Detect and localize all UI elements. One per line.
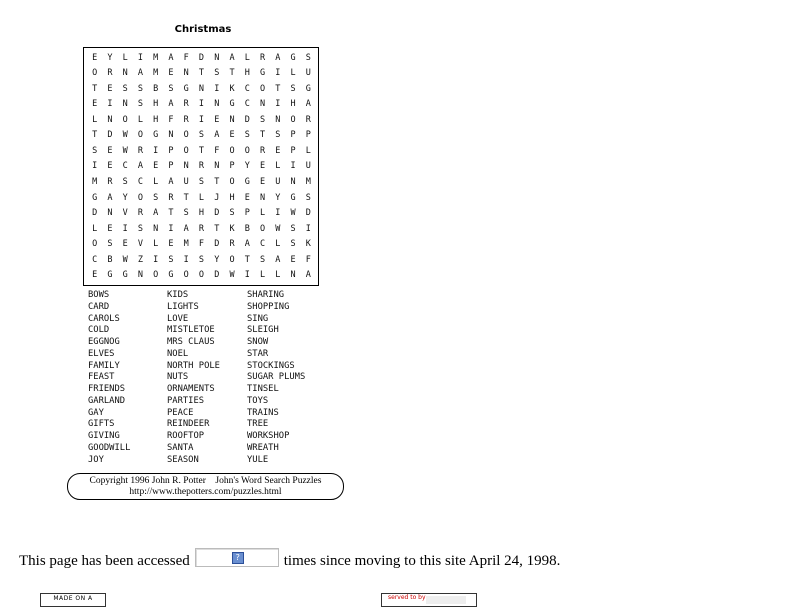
grid-letter: N [153, 223, 159, 234]
grid-letter: E [92, 99, 98, 110]
grid-letter: O [137, 130, 143, 141]
grid-letter: H [153, 114, 159, 125]
grid-letter: H [290, 99, 296, 110]
word-list-item: SING [247, 313, 269, 324]
grid-letter: N [122, 99, 128, 110]
puzzles-url-link[interactable]: http://www.thepotters.com/puzzles.html [129, 487, 282, 497]
grid-letter: O [183, 270, 189, 281]
grid-letter: O [259, 83, 266, 94]
grid-letter: N [290, 177, 296, 188]
grid-letter: A [305, 270, 311, 281]
counter-text-after: times since moving to this site April 24, 1998. [283, 553, 561, 569]
grid-letter: H [229, 192, 235, 203]
grid-letter: S [198, 130, 205, 141]
grid-letter: A [107, 192, 113, 203]
word-list-item: SHOPPING [247, 301, 290, 312]
grid-letter: A [137, 68, 143, 79]
grid-letter: L [92, 223, 98, 234]
grid-letter: P [290, 130, 296, 141]
word-list-item: CARD [88, 301, 110, 312]
grid-letter: M [183, 239, 189, 250]
grid-letter: G [259, 68, 266, 79]
word-list-item: SANTA [167, 442, 194, 453]
grid-letter: T [214, 177, 220, 188]
word-list-item: NOEL [167, 348, 189, 359]
grid-letter: O [92, 68, 98, 79]
grid-letter: C [122, 161, 128, 172]
grid-letter: I [137, 52, 143, 63]
grid-letter: P [229, 161, 235, 172]
grid-letter: C [244, 83, 250, 94]
grid-letter: C [92, 254, 98, 265]
grid-letter: G [229, 99, 235, 110]
word-list-item: BOWS [88, 290, 110, 300]
grid-letter: N [183, 68, 189, 79]
grid-letter: S [122, 83, 128, 94]
grid-letter: T [168, 208, 174, 219]
word-list-item: WREATH [247, 442, 279, 453]
word-list-item: SEASON [167, 454, 199, 465]
grid-letter: A [275, 254, 281, 265]
word-list-item: MRS CLAUS [167, 337, 215, 348]
word-list-item: GIVING [88, 431, 120, 442]
grid-letter: T [244, 254, 250, 265]
counter-text-before: This page has been accessed [19, 553, 190, 569]
grid-letter: A [275, 52, 281, 63]
word-list-column-2 [167, 290, 247, 466]
grid-letter: V [122, 208, 128, 219]
grid-letter: I [275, 208, 281, 219]
grid-letter: S [290, 239, 296, 250]
grid-letter: S [137, 83, 143, 94]
grid-letter: E [214, 114, 220, 125]
word-list-item: WORKSHOP [247, 431, 290, 442]
grid-letter: S [198, 177, 205, 188]
word-list-item: GAY [88, 407, 104, 418]
grid-letter: A [183, 223, 189, 234]
grid-letter: O [290, 114, 296, 125]
served-by-logo [426, 596, 466, 604]
grid-letter: A [305, 99, 311, 110]
grid-letter: H [198, 208, 205, 219]
broken-image-icon: ? [232, 552, 244, 564]
grid-letter: L [198, 192, 205, 203]
grid-letter: S [244, 130, 250, 141]
grid-letter: N [183, 161, 189, 172]
grid-letter: R [137, 145, 143, 156]
grid-letter: R [107, 68, 113, 79]
word-list-item: GARLAND [88, 395, 126, 406]
grid-letter: O [92, 239, 98, 250]
grid-letter: D [214, 239, 220, 250]
access-counter-line [19, 552, 560, 571]
grid-letter: O [122, 114, 128, 125]
made-on-a-label: MADE ON A [53, 595, 93, 602]
grid-letter: I [183, 254, 189, 265]
grid-letter: G [122, 270, 128, 281]
grid-letter: W [122, 145, 128, 156]
word-list-item: TREE [247, 419, 269, 430]
grid-letter: T [198, 145, 205, 156]
grid-letter: T [92, 83, 98, 94]
grid-letter: E [92, 270, 98, 281]
word-list-item: LIGHTS [167, 301, 199, 312]
grid-letter: R [259, 52, 266, 63]
grid-letter: N [107, 208, 113, 219]
grid-letter: T [275, 83, 281, 94]
grid-letter: G [305, 83, 311, 94]
grid-letter: W [290, 208, 296, 219]
grid-letter: S [168, 83, 174, 94]
grid-letter: T [92, 130, 98, 141]
grid-letter: U [305, 161, 311, 172]
grid-letter: B [107, 254, 113, 265]
grid-letter: I [107, 99, 113, 110]
grid-letter: T [259, 130, 266, 141]
grid-letter: A [168, 177, 174, 188]
grid-letter: A [229, 52, 235, 63]
grid-letter: Z [137, 254, 143, 265]
grid-letter: W [122, 254, 128, 265]
grid-letter: O [183, 130, 189, 141]
grid-letter: D [198, 52, 205, 63]
grid-letter: O [198, 270, 205, 281]
copyright-box [67, 473, 344, 500]
word-list-item: STAR [247, 348, 269, 359]
grid-letter: P [168, 145, 174, 156]
grid-letter: S [305, 192, 311, 203]
grid-letter: T [198, 68, 205, 79]
made-on-a-badge[interactable] [40, 593, 106, 607]
grid-letter: N [137, 270, 143, 281]
grid-letter: N [214, 99, 220, 110]
grid-letter: S [92, 145, 98, 156]
grid-letter: I [290, 161, 296, 172]
grid-letter: V [137, 239, 143, 250]
grid-letter: A [214, 130, 220, 141]
grid-letter: R [168, 192, 174, 203]
grid-letter: S [214, 68, 220, 79]
grid-letter: M [92, 177, 98, 188]
grid-letter: G [107, 270, 113, 281]
word-list-item: ORNAMENTS [167, 384, 215, 395]
word-list-item: YULE [247, 454, 269, 465]
grid-letter: I [92, 161, 98, 172]
grid-letter: L [290, 68, 296, 79]
grid-letter: E [259, 177, 266, 188]
grid-letter: B [244, 223, 250, 234]
grid-letter: L [153, 239, 159, 250]
grid-letter: A [168, 99, 174, 110]
grid-letter: D [214, 208, 220, 219]
grid-letter: T [229, 68, 235, 79]
grid-letter: F [214, 145, 220, 156]
word-list-item: SNOW [247, 337, 269, 348]
grid-letter: E [153, 161, 159, 172]
grid-letter: A [137, 161, 143, 172]
word-list-item: TOYS [247, 395, 269, 406]
grid-letter: A [168, 52, 174, 63]
grid-letter: N [275, 114, 281, 125]
grid-letter: F [305, 254, 311, 265]
word-list-item: FEAST [88, 372, 115, 383]
word-list-item: LOVE [167, 313, 189, 324]
grid-letter: O [183, 145, 189, 156]
word-list-item: PEACE [167, 407, 194, 418]
grid-letter: N [259, 99, 266, 110]
grid-letter: H [244, 68, 250, 79]
grid-letter: O [153, 270, 159, 281]
grid-letter: F [183, 52, 189, 63]
grid-letter: E [229, 130, 235, 141]
grid-letter: L [92, 114, 98, 125]
grid-letter: R [259, 145, 266, 156]
grid-letter: R [229, 239, 235, 250]
grid-letter: L [305, 145, 311, 156]
grid-letter: L [153, 177, 159, 188]
grid-letter: O [229, 145, 235, 156]
grid-letter: A [244, 239, 250, 250]
grid-letter: N [198, 83, 205, 94]
grid-letter: W [229, 270, 235, 281]
grid-letter: P [305, 130, 311, 141]
grid-letter: C [259, 239, 266, 250]
grid-letter: E [107, 223, 113, 234]
word-list [88, 290, 327, 466]
word-list-item: KIDS [167, 290, 189, 300]
grid-letter: E [92, 52, 98, 63]
grid-letter: R [107, 177, 113, 188]
grid-letter: I [198, 99, 205, 110]
grid-letter: O [229, 177, 235, 188]
grid-letter: N [122, 68, 128, 79]
grid-letter: R [305, 114, 311, 125]
grid-letter: E [107, 161, 113, 172]
grid-letter: U [275, 177, 281, 188]
grid-letter: Y [275, 192, 281, 203]
grid-letter: O [259, 223, 266, 234]
grid-letter: O [137, 192, 143, 203]
grid-letter: I [305, 223, 311, 234]
served-by-badge[interactable] [381, 593, 477, 607]
grid-letter: S [275, 130, 281, 141]
grid-letter: C [137, 177, 143, 188]
grid-letter: N [259, 192, 266, 203]
grid-letter: H [153, 99, 159, 110]
grid-letter: T [183, 192, 189, 203]
grid-letter: C [244, 99, 250, 110]
grid-letter: P [168, 161, 174, 172]
grid-letter: I [122, 223, 128, 234]
grid-letter: S [290, 223, 296, 234]
grid-letter: E [168, 239, 174, 250]
word-list-column-1 [88, 290, 167, 466]
grid-letter: Y [244, 161, 250, 172]
grid-letter: R [198, 223, 205, 234]
word-list-item: REINDEER [167, 419, 210, 430]
grid-letter: I [214, 83, 220, 94]
grid-letter: E [275, 145, 281, 156]
grid-letter: E [244, 192, 250, 203]
grid-letter: P [290, 145, 296, 156]
word-list-column-3 [247, 290, 327, 466]
grid-letter: U [305, 68, 311, 79]
grid-letter: I [275, 99, 281, 110]
grid-letter: M [305, 177, 311, 188]
grid-letter: E [107, 145, 113, 156]
grid-letter: S [305, 52, 311, 63]
grid-letter: R [183, 114, 189, 125]
hit-counter-image [195, 548, 279, 567]
grid-letter: Y [122, 192, 128, 203]
word-list-item: STOCKINGS [247, 360, 295, 371]
grid-letter: W [122, 130, 128, 141]
word-list-item: SUGAR PLUMS [247, 372, 306, 383]
grid-letter: L [275, 239, 281, 250]
grid-letter: E [259, 161, 266, 172]
grid-letter: Y [107, 52, 113, 63]
grid-letter: L [259, 208, 266, 219]
word-list-item: ROOFTOP [167, 431, 205, 442]
grid-letter: F [168, 114, 174, 125]
grid-letter: D [214, 270, 220, 281]
word-list-item: MISTLETOE [167, 325, 215, 336]
grid-letter: N [107, 114, 113, 125]
grid-letter: N [214, 161, 220, 172]
word-list-item: GIFTS [88, 419, 115, 430]
grid-letter: E [107, 83, 113, 94]
grid-letter: E [168, 68, 174, 79]
grid-letter: D [107, 130, 113, 141]
grid-letter: S [183, 208, 189, 219]
grid-letter: S [107, 239, 113, 250]
grid-letter: S [290, 83, 296, 94]
grid-letter: L [122, 52, 128, 63]
grid-letter: S [198, 254, 205, 265]
grid-letter: L [137, 114, 143, 125]
grid-letter: I [198, 114, 205, 125]
grid-letter: W [275, 223, 281, 234]
word-list-item: TINSEL [247, 384, 279, 395]
grid-letter: R [183, 99, 189, 110]
served-by-label: served to by [388, 594, 426, 601]
grid-letter: G [183, 83, 189, 94]
grid-letter: I [244, 270, 250, 281]
grid-letter: N [168, 130, 174, 141]
grid-letter: O [244, 145, 250, 156]
grid-letter: Y [214, 254, 220, 265]
grid-letter: S [153, 192, 159, 203]
grid-letter: O [229, 254, 235, 265]
grid-letter: S [137, 99, 143, 110]
grid-letter: L [275, 161, 281, 172]
grid-letter: K [229, 83, 235, 94]
word-list-item: FRIENDS [88, 384, 126, 395]
word-list-item: CAROLS [88, 313, 120, 324]
word-search-grid [83, 47, 319, 286]
grid-letter: I [153, 254, 159, 265]
word-list-item: SHARING [247, 290, 285, 300]
grid-letter: I [153, 145, 159, 156]
grid-letter: S [259, 114, 266, 125]
grid-letter: D [92, 208, 98, 219]
grid-letter: U [183, 177, 189, 188]
word-list-item: GOODWILL [88, 442, 131, 453]
grid-letter: G [153, 130, 159, 141]
grid-letter: L [259, 270, 266, 281]
grid-letter: M [153, 52, 159, 63]
grid-letter: G [92, 192, 98, 203]
grid-letter: R [198, 161, 205, 172]
grid-letter: N [214, 52, 220, 63]
word-list-item: PARTIES [167, 395, 205, 406]
grid-letter: K [229, 223, 235, 234]
grid-letter: N [290, 270, 296, 281]
word-list-item: SLEIGH [247, 325, 279, 336]
grid-letter: E [122, 239, 128, 250]
grid-letter: G [290, 192, 296, 203]
grid-letter: P [244, 208, 250, 219]
grid-letter: L [275, 270, 281, 281]
grid-letter: L [244, 52, 250, 63]
word-list-item: NORTH POLE [167, 360, 220, 371]
grid-letter: S [122, 177, 128, 188]
word-list-item: ELVES [88, 348, 115, 359]
grid-letter: R [137, 208, 143, 219]
grid-letter: J [214, 192, 220, 203]
word-list-item: NUTS [167, 372, 189, 383]
grid-letter: E [290, 254, 296, 265]
grid-letter: S [259, 254, 266, 265]
grid-letter: N [229, 114, 235, 125]
word-list-item: COLD [88, 325, 110, 336]
puzzle-title: Christmas [174, 24, 232, 35]
grid-letter: D [305, 208, 311, 219]
grid-letter: A [153, 208, 159, 219]
grid-letter: S [137, 223, 143, 234]
grid-letter: S [229, 208, 235, 219]
grid-letter: M [153, 68, 159, 79]
grid-letter: S [168, 254, 174, 265]
word-list-item: JOY [88, 454, 104, 465]
grid-letter: G [244, 177, 250, 188]
word-list-item: EGGNOG [88, 337, 120, 348]
word-list-item: FAMILY [88, 360, 120, 371]
grid-letter: I [275, 68, 281, 79]
grid-letter: G [290, 52, 296, 63]
grid-letter: D [244, 114, 250, 125]
grid-letter: T [214, 223, 220, 234]
copyright-text: Copyright 1996 John R. Potter John's Word Search Puzzles [89, 476, 322, 486]
word-list-item: TRAINS [247, 407, 279, 418]
grid-letter: G [168, 270, 174, 281]
grid-letter: F [198, 239, 205, 250]
grid-letter: B [153, 83, 159, 94]
grid-letter: K [305, 239, 311, 250]
grid-letter: I [168, 223, 174, 234]
